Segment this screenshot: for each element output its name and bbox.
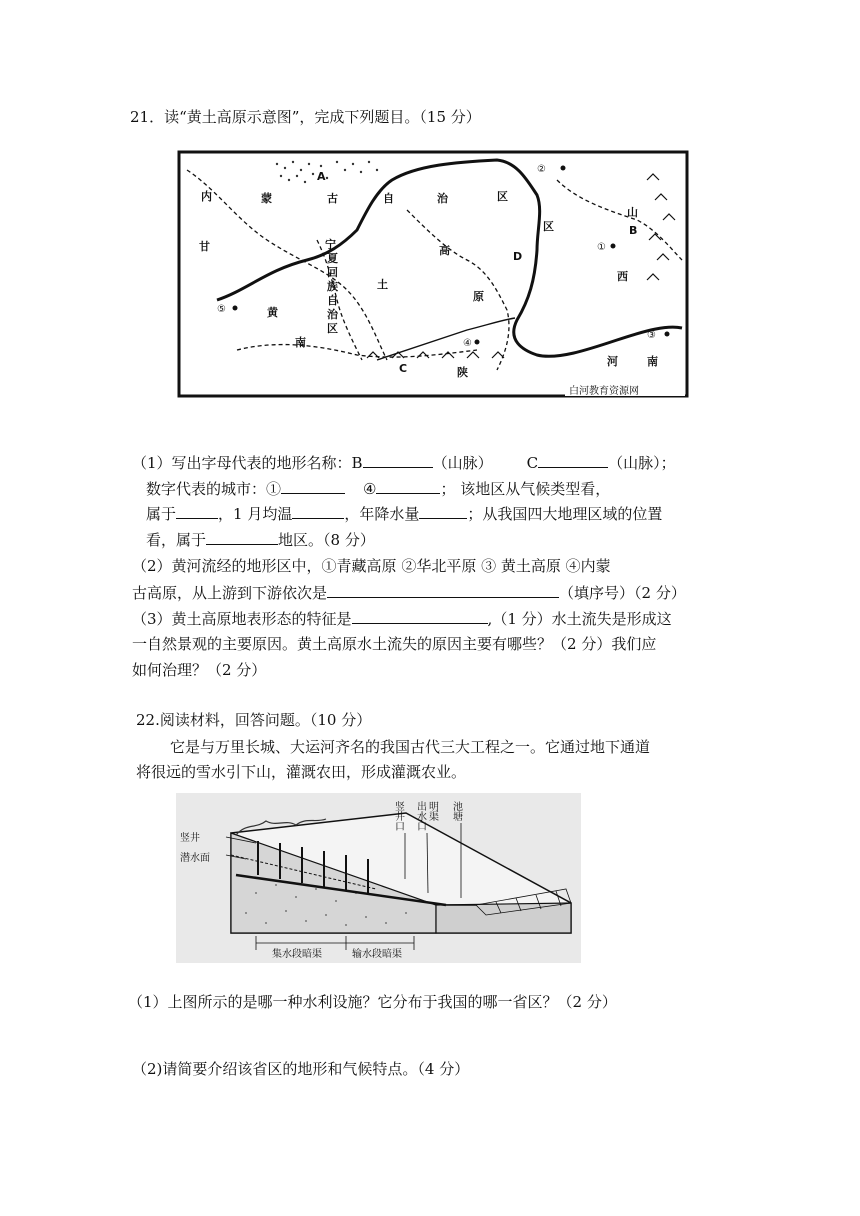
blank-c[interactable] <box>538 452 608 468</box>
q21-p1-line4: 看，属于 地区。（8 分） <box>146 531 375 549</box>
svg-text:治: 治 <box>437 192 448 205</box>
label-water-table: 潜水面 <box>180 853 210 864</box>
q22-q2: （2)请简要介绍该省区的地形和气候特点。（4 分） <box>132 1060 470 1078</box>
svg-text:自: 自 <box>327 294 338 307</box>
svg-text:内: 内 <box>201 190 212 203</box>
q21-p2-line1: （2）黄河流经的地形区中，①青藏高原 ②华北平原 ③ 黄土高原 ④内蒙 <box>132 557 611 575</box>
q21-p1-line3: 属于 ，1 月均温 ，年降水量 ；从我国四大地理区域的位置 <box>146 505 663 523</box>
q21-p1-line2: 数字代表的城市：① ④ ； 该地区从气候类型看， <box>146 480 611 498</box>
label-collect-channel: 集水段暗渠 <box>272 949 322 960</box>
label-d: D <box>513 250 523 263</box>
marker-2: ② <box>537 164 546 175</box>
svg-text:西: 西 <box>617 270 628 283</box>
q22-material-line1: 它是与万里长城、大运河齐名的我国古代三大工程之一。它通过地下通道 <box>170 738 651 756</box>
svg-text:河: 河 <box>607 355 618 368</box>
marker-3: ③ <box>647 330 656 341</box>
blank-landform-feature[interactable] <box>352 608 488 624</box>
svg-text:夏: 夏 <box>327 252 338 265</box>
blank-order[interactable] <box>327 582 559 598</box>
label-outlet: 出水口 <box>414 801 426 831</box>
q21-title: 21．读“黄土高原示意图”，完成下列题目。（15 分） <box>130 108 481 126</box>
map-watermark: 白河教育资源网 <box>569 386 639 397</box>
svg-text:土: 土 <box>377 278 388 291</box>
label-c: C <box>399 362 408 375</box>
q21-p1-line1: （1）写出字母代表的地形名称：B （山脉） C （山脉）； <box>132 454 676 472</box>
blank-b[interactable] <box>363 452 433 468</box>
svg-text:治: 治 <box>327 308 338 321</box>
q22-q1: （1）上图所示的是哪一种水利设施？它分布于我国的哪一省区？（2 分） <box>128 993 617 1011</box>
karez-diagram <box>176 793 581 963</box>
label-b: B <box>629 224 638 237</box>
svg-text:蒙: 蒙 <box>261 192 272 205</box>
blank-city-1[interactable] <box>281 478 345 494</box>
label-pond: 池塘 <box>450 801 462 821</box>
svg-text:回: 回 <box>327 266 338 279</box>
svg-text:黄: 黄 <box>267 306 278 319</box>
svg-text:区: 区 <box>497 190 508 203</box>
svg-text:自: 自 <box>383 192 394 205</box>
marker-1: ① <box>597 242 606 253</box>
q21-p3-line3: 如何治理？（2 分） <box>132 661 267 679</box>
q21-p3-line1: （3）黄土高原地表形态的特征是 ,（1 分）水土流失是形成这 <box>132 610 672 628</box>
svg-text:族: 族 <box>327 280 338 293</box>
svg-text:古: 古 <box>327 192 338 205</box>
q21-p3-line2: 一自然景观的主要原因。黄土高原水土流失的原因主要有哪些？（2 分）我们应 <box>132 635 657 653</box>
blank-climate[interactable] <box>176 503 218 519</box>
svg-text:山: 山 <box>627 206 638 219</box>
svg-text:高: 高 <box>439 244 450 257</box>
label-open-channel: 明渠 <box>426 801 438 821</box>
q22-title: 22.阅读材料，回答问题。（10 分） <box>136 711 372 729</box>
label-shaft-top: 竖井口 <box>392 801 404 831</box>
marker-4: ④ <box>463 338 472 349</box>
svg-text:原: 原 <box>473 290 484 303</box>
blank-city-4[interactable] <box>376 478 440 494</box>
q22-material-line2: 将很远的雪水引下山，灌溉农田，形成灌溉农业。 <box>136 763 467 781</box>
q21-p2-line2: 古高原，从上游到下游依次是 （填序号）（2 分） <box>132 584 686 602</box>
blank-region[interactable] <box>206 529 278 545</box>
svg-text:宁: 宁 <box>325 238 336 251</box>
svg-text:南: 南 <box>647 355 658 368</box>
label-a: A <box>317 170 326 183</box>
svg-text:甘: 甘 <box>199 240 210 253</box>
blank-jan-temp[interactable] <box>292 503 344 519</box>
svg-text:南: 南 <box>295 336 306 349</box>
svg-text:区: 区 <box>543 220 554 233</box>
svg-text:陕: 陕 <box>457 366 468 379</box>
label-shaft: 竖井 <box>180 833 200 844</box>
marker-5: ⑤ <box>217 304 226 315</box>
label-transport-channel: 输水段暗渠 <box>352 949 402 960</box>
loess-plateau-map <box>177 150 689 400</box>
blank-precip[interactable] <box>419 503 467 519</box>
svg-text:区: 区 <box>327 322 338 335</box>
